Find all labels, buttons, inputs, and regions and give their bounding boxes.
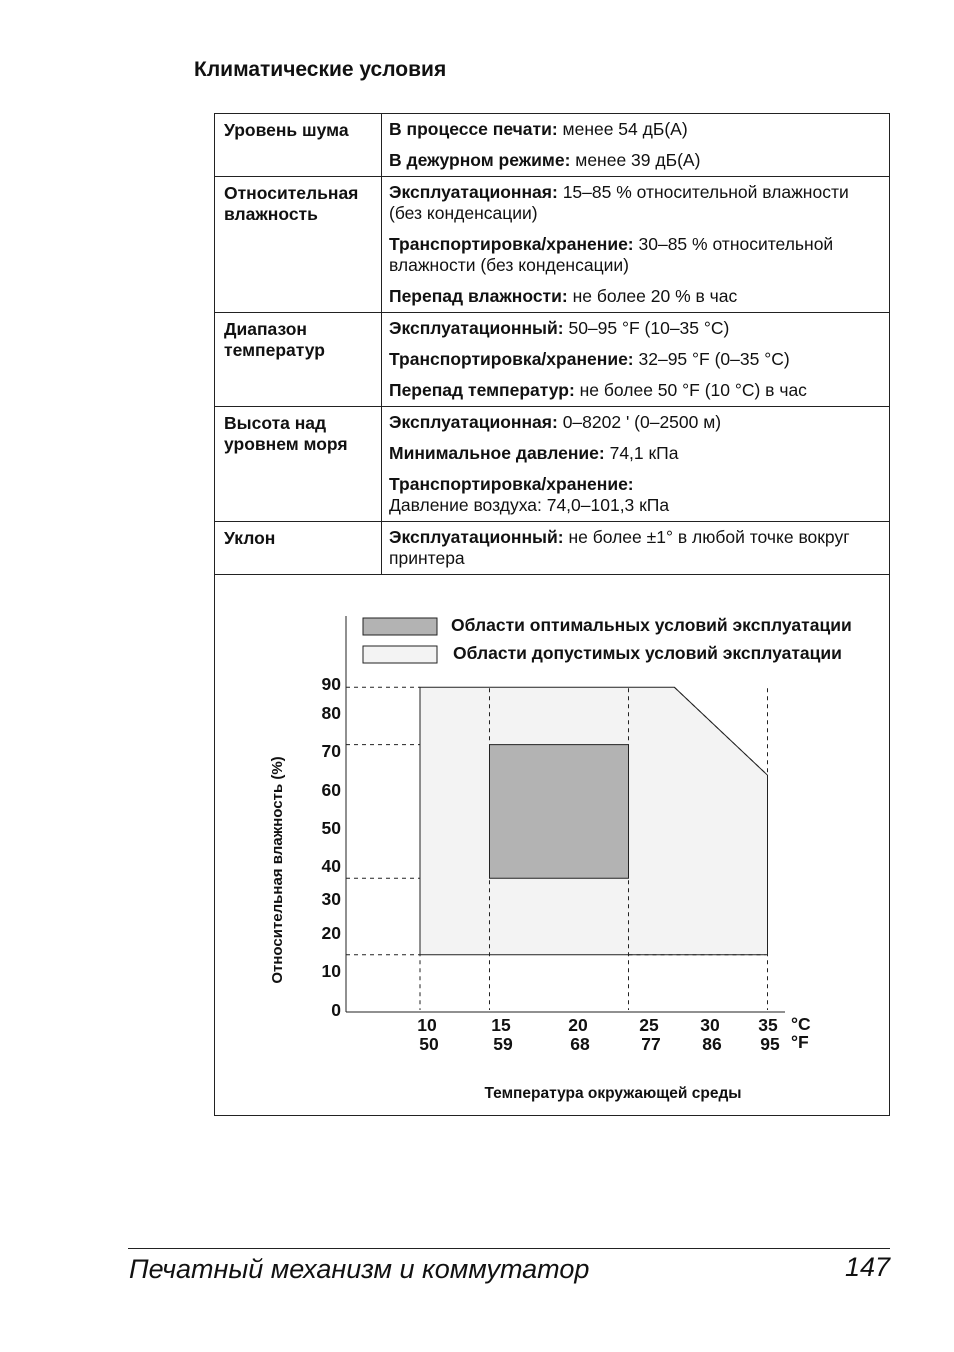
x-tick-label-c: 10 bbox=[417, 1015, 437, 1035]
spec-item-key: Перепад температур: bbox=[389, 380, 575, 400]
x-tick-label-f: 68 bbox=[570, 1034, 590, 1054]
x-tick-label-f: 50 bbox=[419, 1034, 439, 1054]
x-tick-label-f: 86 bbox=[702, 1034, 722, 1054]
spec-item-key: Эксплуатационный: bbox=[389, 527, 564, 547]
x-unit-celsius: °C bbox=[791, 1014, 811, 1034]
y-axis-title: Относительная влажность (%) bbox=[269, 756, 286, 984]
y-tick-label: 50 bbox=[321, 818, 341, 838]
y-tick-label: 0 bbox=[331, 1000, 341, 1020]
spec-row-label: Уровень шума bbox=[215, 114, 382, 177]
x-tick-label-f: 77 bbox=[641, 1034, 661, 1054]
y-tick-label: 90 bbox=[321, 674, 341, 694]
spec-row-values bbox=[382, 114, 890, 177]
legend-label-optimal: Области оптимальных условий эксплуатации bbox=[451, 615, 852, 635]
legend-swatch-allowable bbox=[363, 646, 437, 663]
x-tick-label-c: 30 bbox=[700, 1015, 720, 1035]
spec-row bbox=[215, 522, 890, 575]
spec-item bbox=[389, 412, 881, 433]
x-unit-fahrenheit: °F bbox=[791, 1032, 809, 1052]
x-tick-label-c: 15 bbox=[491, 1015, 511, 1035]
spec-item bbox=[389, 474, 881, 516]
spec-item-value: 32–95 °F (0–35 °C) bbox=[633, 349, 790, 369]
spec-row bbox=[215, 114, 890, 177]
chart-svg bbox=[215, 580, 889, 1115]
spec-row-label: Диапазон температур bbox=[215, 313, 382, 407]
spec-item-key: Транспортировка/хранение: bbox=[389, 234, 634, 254]
spec-row-label: Высота над уровнем моря bbox=[215, 407, 382, 522]
spec-item-value: не более ±1° в любой точке вокруг принтера bbox=[389, 527, 850, 568]
x-tick-label-f: 95 bbox=[760, 1034, 780, 1054]
legend-label-allowable: Области допустимых условий эксплуатации bbox=[453, 643, 842, 663]
spec-item-value: 0–8202 ' (0–2500 м) bbox=[557, 412, 722, 432]
spec-item-key: Эксплуатационная: bbox=[389, 412, 558, 432]
spec-item-key: Транспортировка/хранение: bbox=[389, 349, 634, 369]
x-tick-label-c: 25 bbox=[639, 1015, 659, 1035]
y-tick-label: 60 bbox=[321, 780, 341, 800]
spec-frame bbox=[214, 113, 890, 1116]
spec-row-values bbox=[382, 177, 890, 313]
spec-row-values bbox=[382, 522, 890, 575]
spec-item bbox=[389, 234, 881, 276]
humidity-temperature-chart bbox=[215, 580, 889, 1115]
spec-item-value: 30–85 % относительной влажности (без конденсации) bbox=[389, 234, 834, 275]
x-axis-title: Температура окружающей среды bbox=[484, 1085, 742, 1102]
spec-row bbox=[215, 313, 890, 407]
y-tick-label: 30 bbox=[321, 889, 341, 909]
spec-item bbox=[389, 380, 881, 401]
spec-row-label: Относительная влажность bbox=[215, 177, 382, 313]
spec-row bbox=[215, 177, 890, 313]
spec-row-label: Уклон bbox=[215, 522, 382, 575]
spec-item-key: В процессе печати: bbox=[389, 119, 558, 139]
spec-item-value: менее 54 дБ(А) bbox=[557, 119, 688, 139]
y-tick-label: 20 bbox=[321, 923, 341, 943]
spec-item-key: В дежурном режиме: bbox=[389, 150, 571, 170]
x-tick-label-c: 20 bbox=[568, 1015, 588, 1035]
x-tick-label-f: 59 bbox=[493, 1034, 513, 1054]
page-number: 147 bbox=[844, 1252, 890, 1282]
footer-title: Печатный механизм и коммутатор bbox=[129, 1254, 590, 1284]
spec-item bbox=[389, 318, 881, 339]
section-title: Климатические условия bbox=[194, 58, 447, 81]
spec-item bbox=[389, 150, 881, 171]
spec-item-value: 74,1 кПа bbox=[604, 443, 679, 463]
spec-item-key: Перепад влажности: bbox=[389, 286, 568, 306]
y-tick-label: 70 bbox=[321, 741, 341, 761]
spec-item bbox=[389, 182, 881, 224]
y-tick-label: 80 bbox=[321, 703, 341, 723]
spec-item-value: Давление воздуха: 74,0–101,3 кПа bbox=[389, 495, 670, 515]
spec-item-value: не более 50 °F (10 °C) в час bbox=[574, 380, 807, 400]
legend-swatch-optimal bbox=[363, 618, 437, 635]
spec-item bbox=[389, 349, 881, 370]
footer-rule bbox=[128, 1248, 890, 1249]
spec-item-key: Транспортировка/хранение: bbox=[389, 474, 634, 494]
x-tick-label-c: 35 bbox=[758, 1015, 778, 1035]
spec-item bbox=[389, 443, 881, 464]
spec-row-values bbox=[382, 407, 890, 522]
y-tick-label: 40 bbox=[321, 856, 341, 876]
y-tick-label: 10 bbox=[321, 961, 341, 981]
spec-item bbox=[389, 527, 881, 569]
spec-row-values bbox=[382, 313, 890, 407]
spec-item-value: менее 39 дБ(А) bbox=[570, 150, 701, 170]
spec-item-value: не более 20 % в час bbox=[567, 286, 738, 306]
spec-item-value: 15–85 % относительной влажности (без конденсации) bbox=[389, 182, 849, 223]
spec-item bbox=[389, 286, 881, 307]
spec-row bbox=[215, 407, 890, 522]
spec-item-value: 50–95 °F (10–35 °C) bbox=[563, 318, 730, 338]
spec-item-key: Минимальное давление: bbox=[389, 443, 605, 463]
spec-item-key: Эксплуатационная: bbox=[389, 182, 558, 202]
spec-item-key: Эксплуатационный: bbox=[389, 318, 564, 338]
spec-table bbox=[214, 113, 890, 575]
optimal-region bbox=[490, 745, 629, 879]
spec-item bbox=[389, 119, 881, 140]
